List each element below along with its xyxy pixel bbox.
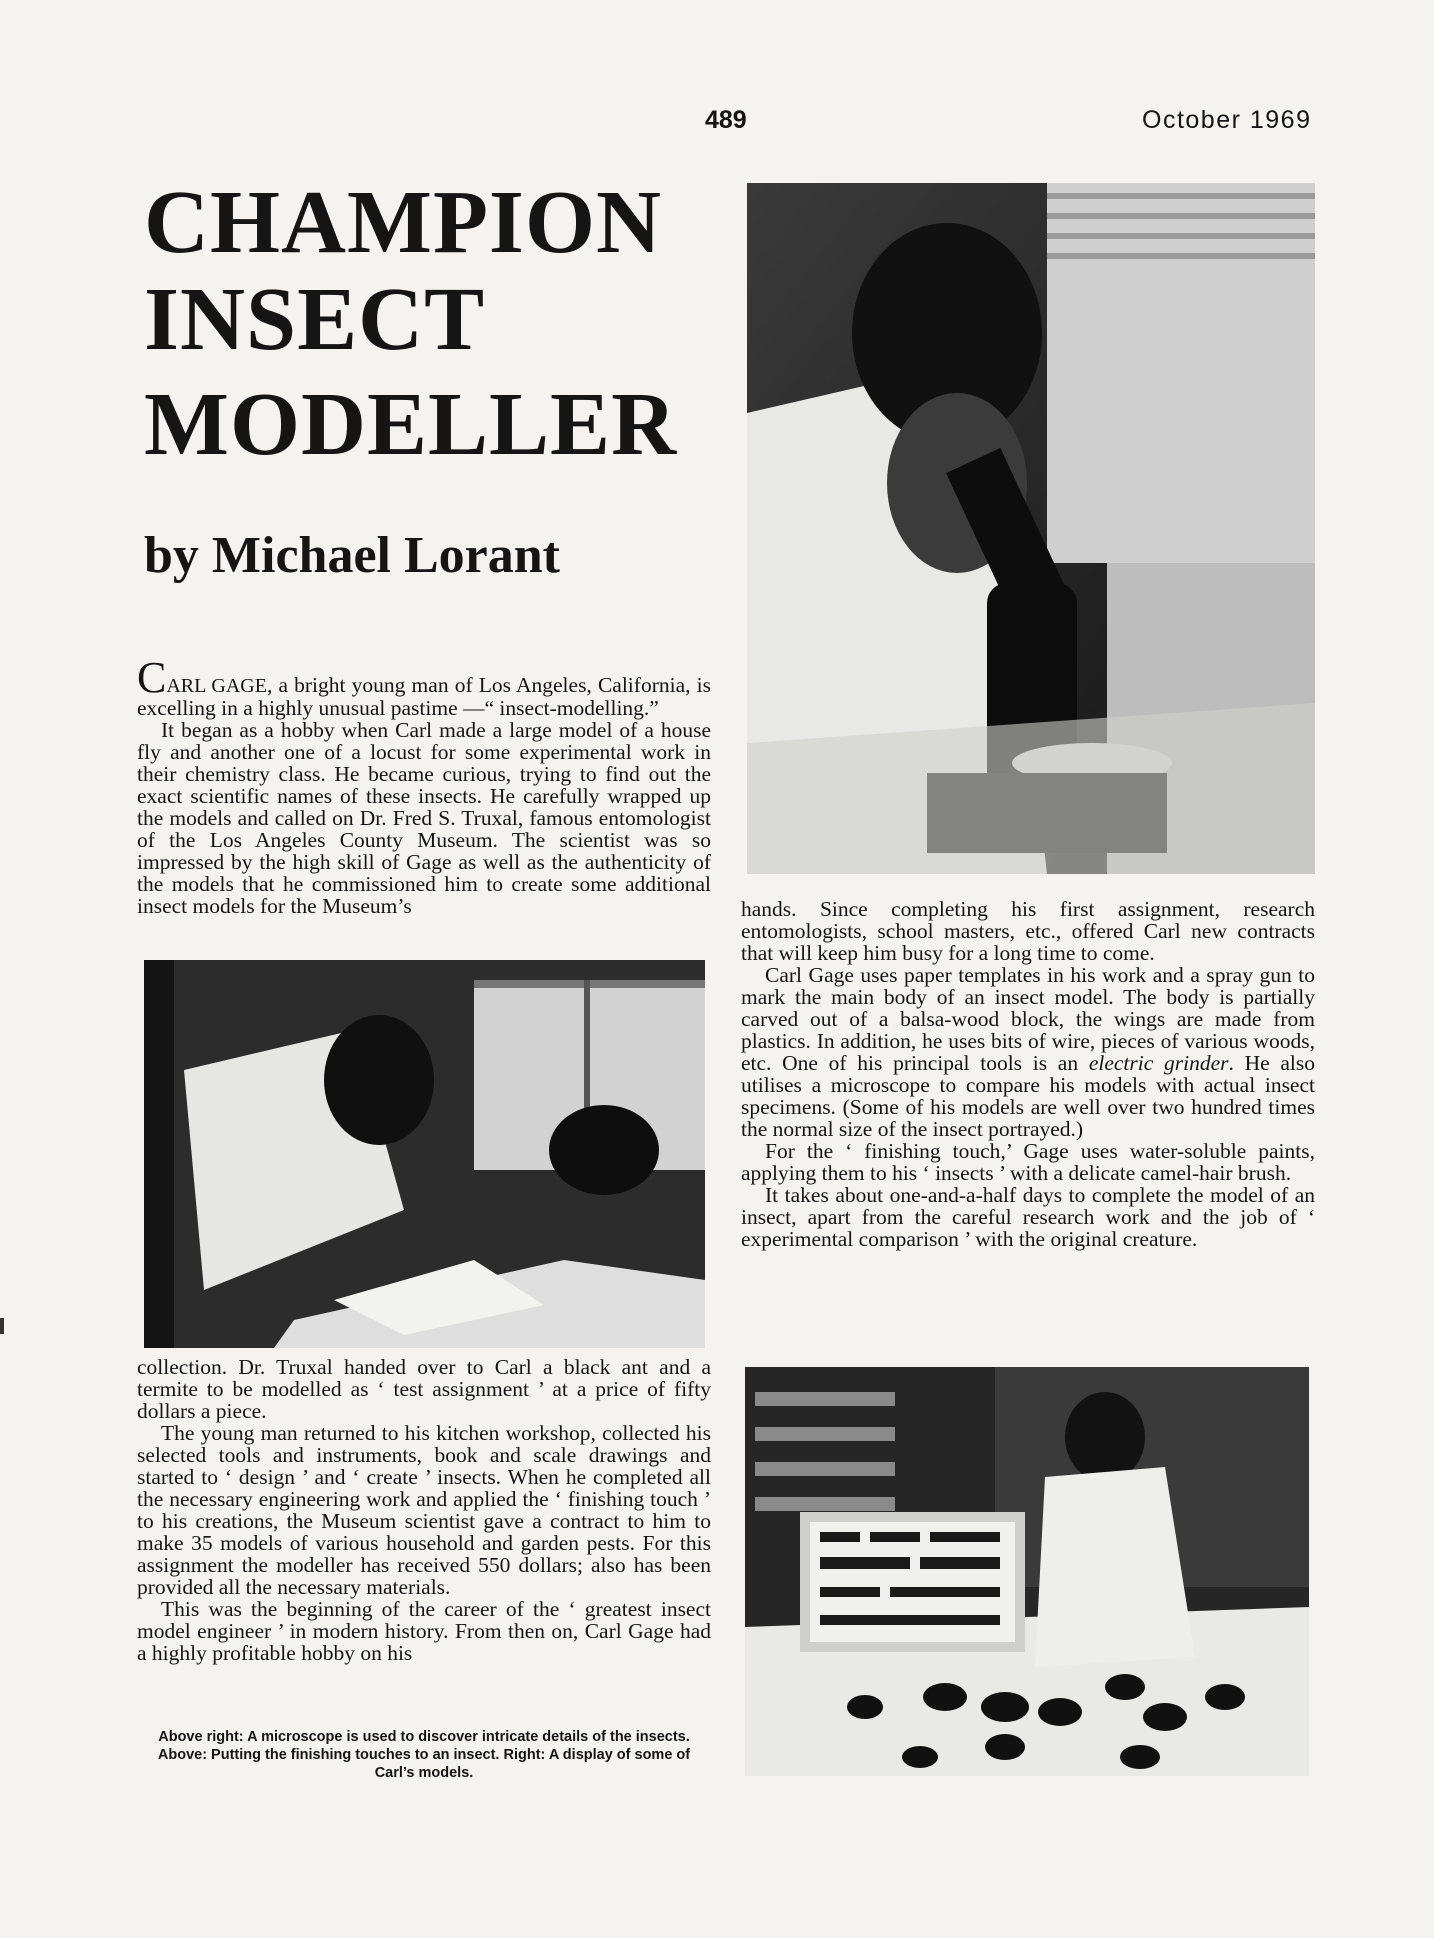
article-column-right [741, 898, 1315, 1250]
paragraph: It began as a hobby when Carl made a large model of a house fly and another one of a locust for some experimental work in their chemistry class. He became curious, trying to find out the exact scientific names of these insects. He carefully wrapped up the models and called on Dr. Fred S. Truxal, famous entomologist of the Los Angeles County Museum. The scientist was so impressed by the high skill of Gage as well as the authenticity of the models that he commissioned him to create some additional insect models for the Museum’s [137, 718, 711, 918]
article-column-left-top [137, 653, 711, 918]
issue-date: October 1969 [1142, 106, 1312, 134]
paragraph: hands. Since completing his first assignment, research entomologists, school masters, etc., offered Carl new contracts that will keep him busy for a long time to come. [741, 897, 1315, 965]
paragraph-text: Carl Gage uses paper templates in his work and a spray gun to mark the main body of an insect model. The body is partially carved out of a balsa-wood block, the wings are made from plastics. In addition, he uses bits of wire, pieces of various woods, etc. One of his principal tools is an [741, 963, 1315, 1075]
photo-caption: Above right: A microscope is used to discover intricate details of the insects. Above: Putting the finishing touches to an insect. Right: A display of some of Carl’s models. [157, 1729, 691, 1781]
article-title-line-3: MODELLER [144, 375, 678, 474]
article-column-left-bottom [137, 1356, 711, 1664]
microscope-photo [747, 183, 1315, 874]
paragraph: This was the beginning of the career of the ‘ greatest insect model engineer ’ in modern history. From then on, Carl Gage had a highly profitable hobby on his [137, 1597, 711, 1665]
paragraph: It takes about one-and-a-half days to complete the model of an insect, apart from the careful research work and the job of ‘ experimental comparison ’ with the original creature. [741, 1183, 1315, 1251]
paragraph: collection. Dr. Truxal handed over to Carl a black ant and a termite to be modelled as ‘ test assignment ’ at a price of fifty dollars a piece. [137, 1355, 711, 1423]
intro-text: , a bright young man of Los Angeles, California, is excelling in a highly unusual pastime —“ insect-modelling.” [137, 673, 711, 720]
margin-mark [0, 1318, 4, 1334]
paragraph: For the ‘ finishing touch,’ Gage uses water-soluble paints, applying them to his ‘ insects ’ with a delicate camel-hair brush. [741, 1139, 1315, 1185]
insect-display-photo [745, 1367, 1309, 1776]
intro-small-caps: ARL GAGE [166, 675, 267, 697]
paragraph [741, 964, 1315, 1140]
drop-cap: C [137, 653, 167, 702]
page-number: 489 [705, 106, 747, 134]
emphasis-text: electric grinder [1088, 1051, 1229, 1075]
paragraph-text: . He also utilises a microscope to compare his models with actual insect specimens. (Some of his models are well over two hundred times the normal size of the insect portrayed.) [741, 1051, 1315, 1141]
paragraph: The young man returned to his kitchen workshop, collected his selected tools and instruments, book and scale drawings and started to ‘ design ’ and ‘ create ’ insects. When he completed all the necessary engineering work and applied the ‘ finishing touch ’ to his creations, the Museum scientist gave a contract to him to make 35 models of various household and garden pests. For this assignment the modeller has received 550 dollars; also has been provided all the necessary materials. [137, 1421, 711, 1599]
article-title-line-2: INSECT [144, 270, 486, 369]
byline: by Michael Lorant [144, 527, 560, 584]
article-title-line-1: CHAMPION [144, 173, 662, 272]
intro-paragraph [137, 653, 711, 720]
workbench-photo [144, 960, 705, 1348]
